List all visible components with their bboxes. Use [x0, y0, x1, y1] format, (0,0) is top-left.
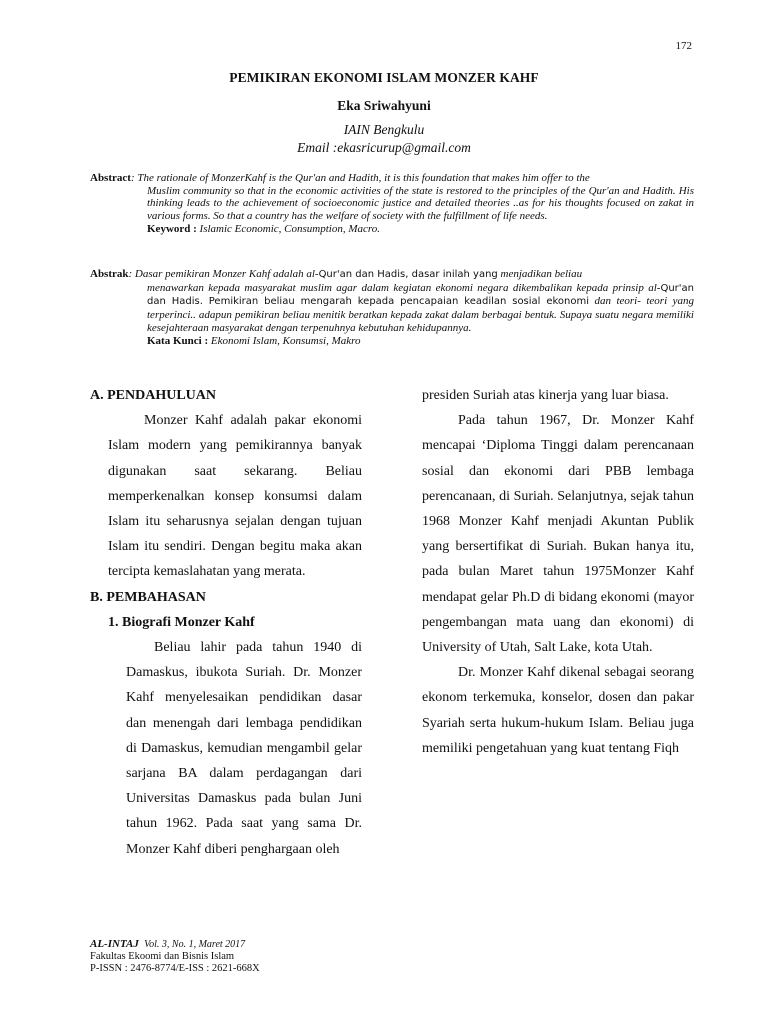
subsection-heading-biografi: 1. Biografi Monzer Kahf: [108, 614, 255, 630]
pendahuluan-body: [90, 408, 362, 584]
institution: IAIN Bengkulu: [343, 122, 425, 137]
right-column: [422, 383, 694, 761]
affiliation-block: [0, 121, 768, 157]
kata-kunci-label: Kata Kunci :: [147, 334, 209, 347]
keyword-label: Keyword :: [147, 222, 197, 235]
abstrak-line2: menawarkan kepada masyarakat muslim agar dalam kegiatan ekonomi negara dikembalikan kepada: [147, 281, 609, 294]
paragraph-dikenal: Dr. Monzer Kahf dikenal sebagai seorang ekonom terkemuka, konselor, dosen dan pakar Syariah serta hukum-hukum Islam. Beliau juga memiliki pengetahuan yang kuat tentang Fiqh: [422, 665, 694, 756]
section-heading-pembahasan: B. PEMBAHASAN: [90, 589, 206, 605]
author-email: Email :ekasricurup@gmail.com: [297, 140, 471, 155]
paper-title: PEMIKIRAN EKONOMI ISLAM MONZER KAHF: [229, 70, 539, 85]
faculty-name: Fakultas Ekoomi dan Bisnis Islam: [90, 951, 235, 962]
abstrak-line1-b: Qur'an dan Hadis, dasar inilah yang: [318, 269, 498, 280]
abstrak-line3-a: prinsip al-: [612, 281, 661, 294]
left-column: [90, 383, 362, 862]
abstrak-continuation: [90, 282, 694, 335]
issn-line: P-ISSN : 2476-8774/E-ISS : 2621-668X: [90, 963, 260, 974]
biografi-paragraph: Beliau lahir pada tahun 1940 di Damaskus, ibukota Suriah. Dr. Monzer Kahf menyelesaikan pendidikan dasar dan menengah dari lembaga pendidikan di Damaskus, kemudian mengambil gelar sarjana BA dalam perdagangan dari Universitas Damaskus pada bulan Juni tahun 1962. Pada saat yang sama Dr. Monzer Kahf diberi penghargaan oleh: [126, 640, 362, 857]
abstrak-line1-c: menjadikan beliau: [497, 268, 583, 280]
biografi-body: [90, 635, 362, 862]
abstract-body: Muslim community so that in the economic activities of the state is restored to the principles of the Qur'an and Hadith. His thinking leads to the achievement of socioeconomic justice and detailed theories ..as for his thoughts focused on zakat in various forms. So that a country has the welfare of society with the fulfillment of life needs.: [147, 184, 694, 223]
abstrak-line1-a: : Dasar pemikiran Monzer Kahf adalah al-: [128, 268, 319, 280]
abstract-first-line: : The rationale of MonzerKahf is the Qur'an and Hadith, it is this foundation that makes him offer to the: [130, 172, 590, 184]
paragraph-1967: Pada tahun 1967, Dr. Monzer Kahf mencapai ‘Diploma Tinggi dalam perencanaan sosial dan ekonomi dari PBB lembaga perencanaan, di Suriah. Selanjutnya, sejak tahun 1968 Monzer Kahf menjadi Akuntan Publik yang bersertifikat di Suriah. Bukan hanya itu, pada bulan Maret tahun 1975Monzer Kahf mendapat gelar Ph.D di bidang ekonomi (mayor pengembangan mata uang dan ekonomi) di University of Utah, Salt Lake, kota Utah.: [422, 413, 694, 656]
journal-volume: Vol. 3, No. 1, Maret 2017: [144, 939, 246, 950]
abstract-indonesian: [90, 268, 694, 347]
continued-paragraph: presiden Suriah atas kinerja yang luar biasa.: [422, 388, 669, 403]
page-number: 172: [675, 40, 692, 52]
journal-name: AL-INTAJ: [90, 938, 139, 950]
abstrak-line3-b: Qur'an dan Hadis. Pemikiran beliau mengarah kepada pencapaian keadilan sosial ekonomi: [147, 282, 695, 308]
kata-kunci-value: Ekonomi Islam, Konsumsi, Makro: [210, 334, 361, 347]
abstract-label: Abstract: [90, 172, 131, 184]
pendahuluan-paragraph: Monzer Kahf adalah pakar ekonomi Islam modern yang pemikirannya banyak digunakan saat sekarang. Beliau memperkenalkan konsep konsumsi dalam Islam itu seharusnya sejalan dengan tujuan Islam itu sendiri. Dengan begitu maka akan tercipta kemaslahatan yang merata.: [108, 413, 362, 580]
keyword-value: Islamic Economic, Consumption, Macro.: [199, 222, 381, 235]
abstrak-label: Abstrak: [90, 268, 129, 280]
page-footer: [90, 938, 260, 975]
section-heading-pendahuluan: A. PENDAHULUAN: [90, 388, 216, 403]
keyword-line: [90, 223, 694, 236]
author-name: Eka Sriwahyuni: [337, 98, 431, 113]
journal-line: [90, 938, 260, 951]
abstract-english: [90, 172, 694, 236]
abstrak-line4: dan teori- teori yang terperinci.. adapun pemikiran beliau menitik beratkan kepada zakat dalam berbagai bentuk. Supaya suatu negara memiliki kesejahteraan masyarakat dengan terpenuhnya kebutuhan kehidupannya.: [147, 295, 694, 334]
kata-kunci-line: [90, 335, 694, 348]
